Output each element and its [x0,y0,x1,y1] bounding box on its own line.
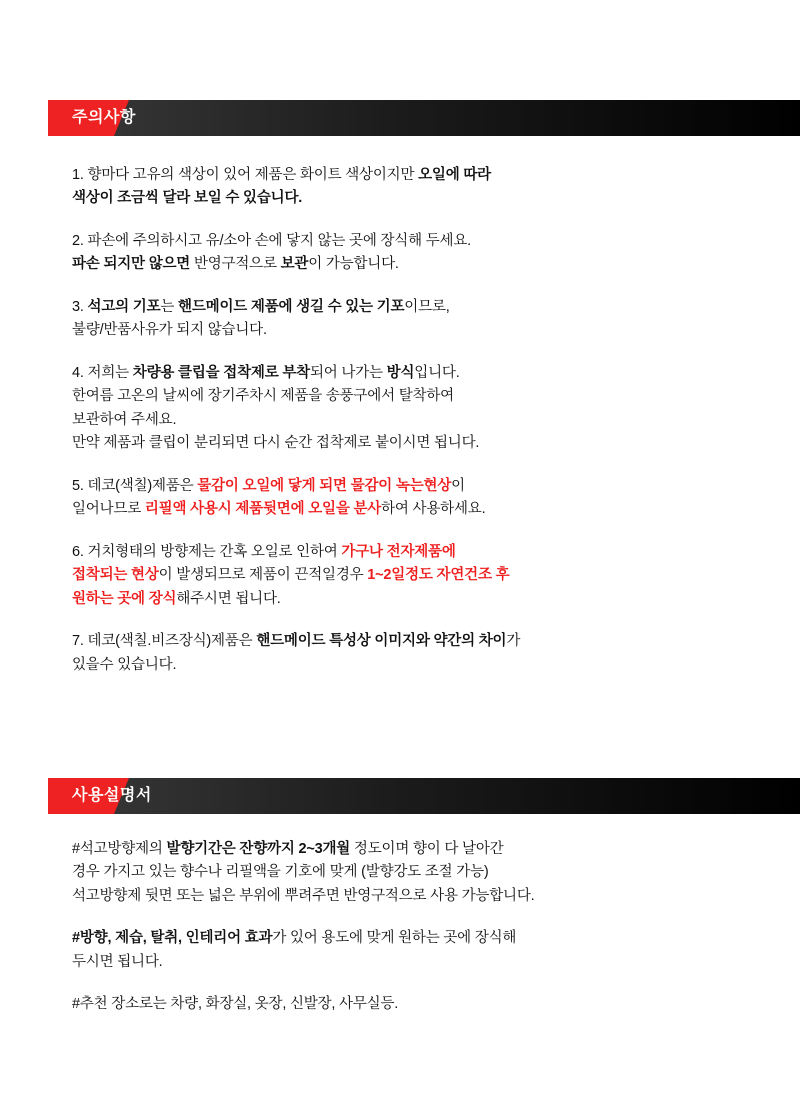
text-run: 보관하여 주세요. [72,411,177,428]
caution-paragraph-6 [72,541,704,611]
text-run: 되어 나가는 [309,364,387,381]
usage-section-header [48,778,800,814]
text-run: 보관 [280,256,309,273]
text-run: #추천 장소로는 차량, 화장실, 옷장, 신발장, 사무실등. [72,996,399,1013]
text-run: 석고의 기포 [87,298,161,315]
usage-paragraph-1 [72,838,704,908]
caution-section-title: 주의사항 [72,109,136,126]
text-run: 이므로, [404,298,450,315]
text-run: 만약 제품과 클립이 분리되면 다시 순간 접착제로 붙이시면 됩니다. [72,435,480,452]
text-run: 원하는 곳에 장식 [72,590,177,607]
text-run: 색상이 조금씩 달라 보일 수 있습니다. [72,190,303,207]
text-run: 는 [160,298,179,315]
text-run: 4. 저희는 [72,364,133,381]
text-run: 가 [506,633,521,650]
text-run: 일어나므로 [72,501,145,518]
caution-header-bar [48,100,800,136]
caution-paragraph-7 [72,630,704,677]
text-run: 반영구적으로 [190,256,281,273]
text-run: 오일에 따라 [418,167,491,183]
caution-paragraph-2 [72,230,704,277]
text-run: 1~2일정도 자연건조 후 [367,567,510,584]
text-run: 이 발생되므로 제품이 끈적일경우 [158,567,368,584]
caution-paragraph-1 [72,164,704,211]
caution-paragraph-3 [72,296,704,343]
usage-paragraph-2 [72,927,704,974]
text-run: 가 있어 용도에 맞게 원하는 곳에 장식해 [272,930,517,947]
text-run: 입니다. [414,364,460,381]
text-run: 불량/반품사유가 되지 않습니다. [72,322,267,339]
section-caution [48,100,800,677]
text-run: 핸드메이드 특성상 이미지와 약간의 차이 [256,633,507,650]
text-run: 1. 향마다 고유의 색상이 있어 제품은 화이트 색상이지만 [72,167,419,183]
text-run: 리필액 사용시 제품뒷면에 오일을 분사 [144,501,382,518]
section-usage [48,778,800,1017]
text-run: 이 가능합니다. [308,256,399,273]
usage-section-title: 사용설명서 [72,787,152,804]
text-run: 핸드메이드 제품에 생길 수 있는 기포 [178,298,405,315]
text-run: #석고방향제의 [72,841,167,857]
usage-paragraph-3 [72,993,704,1016]
text-run: 있을수 있습니다. [72,656,177,673]
usage-header-bar [48,778,800,814]
text-run: 7. 데코(색칠.비즈장식)제품은 [72,633,257,650]
text-run: 물감이 오일에 닿게 되면 물감이 녹는현상 [197,477,452,494]
text-run: 2. 파손에 주의하시고 유/소아 손에 닿지 않는 곳에 장식해 두세요. [72,232,471,249]
text-run: 하여 사용하세요. [381,501,486,518]
text-run: 방식 [386,364,415,381]
text-run: 해주시면 됩니다. [176,590,281,607]
text-run: 발향기간은 잔향까지 2~3개월 [166,841,351,857]
text-run: 이 [451,477,465,494]
text-run: 5. 데코(색칠)제품은 [72,477,198,494]
text-run: 파손 되지만 않으면 [72,256,191,273]
usage-section-body [48,814,800,1017]
text-run: 차량용 클립을 접착제로 부착 [132,364,310,381]
text-run: 두시면 됩니다. [72,953,163,970]
text-run: 접착되는 현상 [72,567,159,584]
caution-paragraph-4 [72,362,704,456]
text-run: 경우 가지고 있는 향수나 리필액을 기호에 맞게 (발향강도 조절 가능) [72,864,489,881]
text-run: 3. [72,298,88,315]
text-run: 가구나 전자제품에 [341,543,456,560]
caution-paragraph-5 [72,475,704,522]
text-run: #방향, 제습, 탈취, 인테리어 효과 [72,930,273,947]
text-run: 정도이며 향이 다 날아간 [350,841,504,857]
text-run: 6. 거치형태의 방향제는 간혹 오일로 인하여 [72,543,342,560]
text-run: 석고방향제 뒷면 또는 넓은 부위에 뿌려주면 반영구적으로 사용 가능합니다. [72,887,535,904]
caution-section-body [48,136,800,677]
caution-section-header [48,100,800,136]
text-run: 한여름 고온의 날씨에 장기주차시 제품을 송풍구에서 탈착하여 [72,388,454,405]
